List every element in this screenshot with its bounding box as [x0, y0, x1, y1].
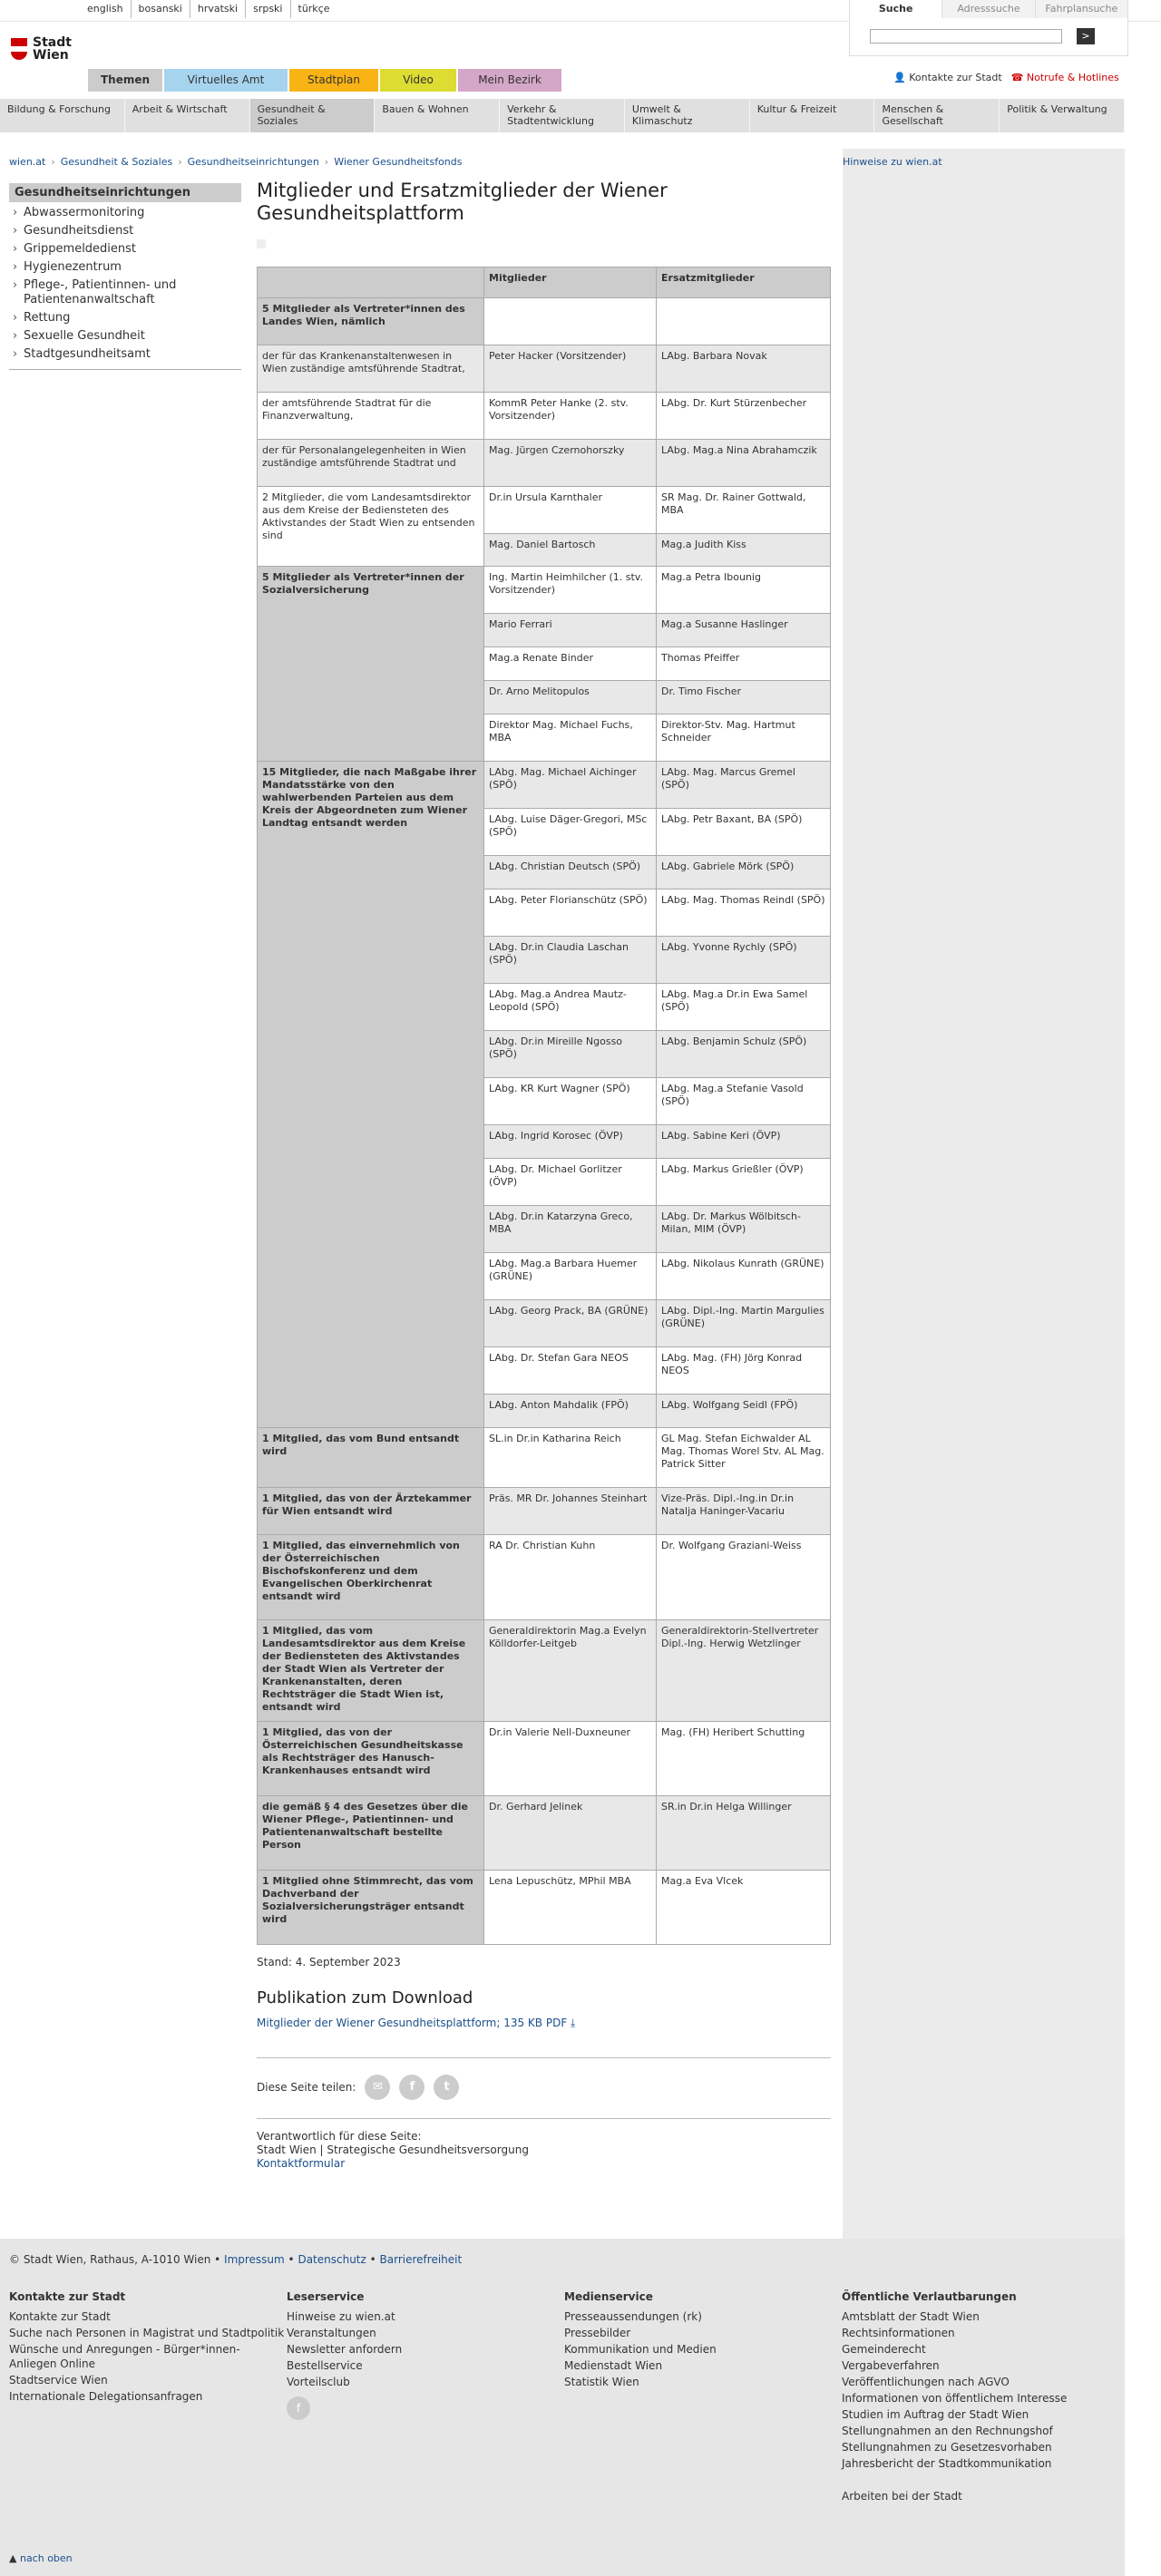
back-to-top[interactable]: [9, 2552, 73, 2564]
footer-link[interactable]: Statistik Wien: [564, 2376, 639, 2388]
role-cell: der für Personalangelegenheiten in Wien zuständige amtsführende Stadtrat und: [258, 440, 484, 487]
footer-spacer: [842, 2473, 1119, 2487]
twitter-share-icon[interactable]: t: [434, 2075, 459, 2100]
member-cell: SL.in Dr.in Katharina Reich: [484, 1428, 657, 1488]
substitute-cell: SR.in Dr.in Helga Willinger: [657, 1796, 831, 1871]
footer-link[interactable]: Vergabeverfahren: [842, 2359, 940, 2372]
table-header: Ersatzmitglieder: [657, 267, 831, 298]
role-cell: 2 Mitglieder, die vom Landesamtsdirektor aus dem Kreise der Bediensteten des Aktivstandes der Stadt Wien zu entsenden sind: [258, 487, 484, 567]
substitute-cell: LAbg. Mag.a Nina Abrahamczik: [657, 440, 831, 487]
facebook-icon[interactable]: f: [287, 2396, 310, 2420]
member-cell: LAbg. Dr.in Katarzyna Greco, MBA: [484, 1206, 657, 1253]
theme-item[interactable]: Umwelt & Klimaschutz: [625, 99, 750, 132]
member-cell: Direktor Mag. Michael Fuchs, MBA: [484, 714, 657, 762]
responsible-label: Verantwortlich für diese Seite:: [257, 2130, 422, 2143]
share-label: Diese Seite teilen:: [257, 2081, 356, 2094]
page-title: Mitglieder und Ersatzmitglieder der Wiener Gesundheitsplattform: [257, 180, 668, 224]
footer-legal: © Stadt Wien, Rathaus, A-1010 Wien • Impressum • Datenschutz • Barrierefreiheit: [9, 2253, 463, 2266]
member-cell: Lena Lepuschütz, MPhil MBA: [484, 1871, 657, 1945]
footer-link[interactable]: Suche nach Personen in Magistrat und Stadtpolitik: [9, 2327, 285, 2339]
chevron-right-icon: ›: [324, 156, 329, 168]
copyright: © Stadt Wien, Rathaus, A-1010 Wien: [9, 2253, 211, 2266]
sidebar-item[interactable]: › Sexuelle Gesundheit: [9, 327, 241, 345]
substitute-cell: Thomas Pfeiffer: [657, 647, 831, 681]
footer-heading: Leserservice: [287, 2290, 365, 2303]
member-cell: KommR Peter Hanke (2. stv. Vorsitzender): [484, 393, 657, 440]
substitute-cell: Mag.a Judith Kiss: [657, 534, 831, 567]
stand-date: Stand: 4. September 2023: [257, 1956, 401, 1968]
footer-link[interactable]: Veranstaltungen: [287, 2327, 376, 2339]
footer-link[interactable]: Gemeinderecht: [842, 2343, 926, 2356]
breadcrumb: [9, 156, 463, 168]
pdf-download-link[interactable]: Mitglieder der Wiener Gesundheitsplattform; 135 KB PDF: [257, 2017, 568, 2029]
search-box: [849, 0, 1128, 56]
member-cell: Generaldirektorin Mag.a Evelyn Kölldorfer-Leitgeb: [484, 1620, 657, 1722]
member-cell: LAbg. Dr.in Mireille Ngosso (SPÖ): [484, 1031, 657, 1078]
group-cell: 1 Mitglied, das von der Ärztekammer für Wien entsandt wird: [258, 1488, 484, 1535]
member-cell: Ing. Martin Heimhilcher (1. stv. Vorsitzender): [484, 567, 657, 614]
stadt-wien-logo[interactable]: [11, 35, 72, 63]
group-cell: 5 Mitglieder als Vertreter*innen der Sozialversicherung: [258, 567, 484, 762]
group-cell: 1 Mitglied ohne Stimmrecht, das vom Dachverband der Sozialversicherungsträger entsandt wird: [258, 1871, 484, 1945]
sidebar-item[interactable]: › Hygienezentrum: [9, 258, 241, 277]
substitute-cell: Generaldirektorin-Stellvertreter Dipl.-Ing. Herwig Wetzlinger: [657, 1620, 831, 1722]
right-strip: [1125, 56, 1161, 2576]
footer-link[interactable]: Vorteilsclub: [287, 2376, 350, 2388]
footer-link[interactable]: Hinweise zu wien.at: [287, 2310, 395, 2323]
sidebar: [9, 183, 241, 370]
member-cell: Mag. Daniel Bartosch: [484, 534, 657, 567]
tab-adresssuche[interactable]: Adresssuche: [941, 0, 1034, 18]
search-button[interactable]: >: [1077, 28, 1095, 44]
impressum-link[interactable]: Impressum: [224, 2253, 285, 2266]
tab-virtuelles-amt[interactable]: Virtuelles Amt: [164, 69, 288, 92]
tab-fahrplansuche[interactable]: Fahrplansuche: [1035, 0, 1127, 18]
crumb-link[interactable]: wien.at: [9, 156, 46, 168]
member-cell: LAbg. Mag.a Andrea Mautz-Leopold (SPÖ): [484, 984, 657, 1031]
substitute-cell: Dr. Timo Fischer: [657, 681, 831, 714]
facebook-share-icon[interactable]: f: [399, 2075, 424, 2100]
hinweis-link[interactable]: Hinweise zu wien.at: [843, 156, 942, 168]
substitute-cell: LAbg. Barbara Novak: [657, 345, 831, 393]
footer-link[interactable]: Internationale Delegationsanfragen: [9, 2390, 203, 2403]
sidebar-heading[interactable]: Gesundheitseinrichtungen: [9, 183, 241, 202]
member-cell: Mag. Jürgen Czernohorszky: [484, 440, 657, 487]
search-input[interactable]: [870, 29, 1062, 44]
group-cell: 1 Mitglied, das vom Landesamtsdirektor aus dem Kreise der Bediensteten des Aktivstandes der Stadt Wien als Vertreter der Krankenanstalten, deren Rechtsträger die Stadt Wien ist, entsandt wird: [258, 1620, 484, 1722]
substitute-cell: LAbg. Benjamin Schulz (SPÖ): [657, 1031, 831, 1078]
substitute-cell: SR Mag. Dr. Rainer Gottwald, MBA: [657, 487, 831, 534]
footer-link[interactable]: Bestellservice: [287, 2359, 363, 2372]
divider: [257, 2057, 831, 2058]
substitute-cell: Direktor-Stv. Mag. Hartmut Schneider: [657, 714, 831, 762]
substitute-cell: LAbg. Sabine Keri (ÖVP): [657, 1125, 831, 1159]
substitute-cell: LAbg. Yvonne Rychly (SPÖ): [657, 937, 831, 984]
language-links: [80, 0, 337, 18]
kontakte-label: Kontakte zur Stadt: [909, 72, 1002, 83]
crumb-link[interactable]: Wiener Gesundheitsfonds: [334, 156, 463, 168]
footer-link[interactable]: Stadtservice Wien: [9, 2374, 108, 2386]
contact-form-link[interactable]: Kontaktformular: [257, 2157, 346, 2170]
substitute-cell: LAbg. Mag. Thomas Reindl (SPÖ): [657, 889, 831, 937]
member-cell: Dr. Arno Melitopulos: [484, 681, 657, 714]
footer-link[interactable]: Arbeiten bei der Stadt: [842, 2490, 962, 2503]
substitute-cell: LAbg. Markus Grießler (ÖVP): [657, 1159, 831, 1206]
footer-link[interactable]: Amtsblatt der Stadt Wien: [842, 2310, 980, 2323]
group-cell: 5 Mitglieder als Vertreter*innen des Landes Wien, nämlich: [258, 298, 484, 345]
footer-link[interactable]: Presseaussendungen (rk): [564, 2310, 702, 2323]
substitute-cell: LAbg. Dipl.-Ing. Martin Margulies (GRÜNE): [657, 1300, 831, 1347]
substitute-cell: LAbg. Mag.a Dr.in Ewa Samel (SPÖ): [657, 984, 831, 1031]
footer-link[interactable]: Kontakte zur Stadt: [9, 2310, 111, 2323]
theme-item[interactable]: Kultur & Freizeit: [750, 99, 875, 132]
sidebar-item[interactable]: › Grippemeldedienst: [9, 240, 241, 258]
member-cell: Präs. MR Dr. Johannes Steinhart: [484, 1488, 657, 1535]
substitute-cell: Mag.a Petra Ibounig: [657, 567, 831, 614]
substitute-cell: LAbg. Mag.a Stefanie Vasold (SPÖ): [657, 1078, 831, 1125]
member-cell: Peter Hacker (Vorsitzender): [484, 345, 657, 393]
table-cell: [484, 298, 657, 345]
table-header: Mitglieder: [484, 267, 657, 298]
tab-suche[interactable]: Suche: [850, 0, 941, 18]
role-cell: der für das Krankenanstaltenwesen in Wien zuständige amtsführende Stadtrat,: [258, 345, 484, 393]
main-tabs: [88, 69, 561, 92]
member-cell: RA Dr. Christian Kuhn: [484, 1535, 657, 1620]
substitute-cell: Vize-Präs. Dipl.-Ing.in Dr.in Natalja Haninger-Vacariu: [657, 1488, 831, 1535]
lang-link[interactable]: hrvatski: [190, 0, 246, 18]
sidebar-item[interactable]: › Gesundheitsdienst: [9, 222, 241, 240]
member-cell: LAbg. Luise Däger-Gregori, MSc (SPÖ): [484, 809, 657, 856]
substitute-cell: LAbg. Petr Baxant, BA (SPÖ): [657, 809, 831, 856]
right-column: [843, 149, 1125, 2239]
lang-link[interactable]: türkçe: [298, 3, 330, 15]
wien-shield-icon: [11, 38, 27, 60]
substitute-cell: LAbg. Dr. Markus Wölbitsch-Milan, MIM (ÖVP): [657, 1206, 831, 1253]
footer-link[interactable]: Rechtsinformationen: [842, 2327, 955, 2339]
theme-item[interactable]: Bildung & Forschung: [0, 99, 125, 132]
footer-heading: Öffentliche Verlautbarungen: [842, 2290, 1017, 2303]
footer-link[interactable]: Wünsche und Anregungen - Bürger*innen-Anliegen Online: [9, 2343, 240, 2370]
substitute-cell: LAbg. Mag. Marcus Gremel (SPÖ): [657, 762, 831, 809]
sidebar-item[interactable]: › Stadtgesundheitsamt: [9, 345, 241, 364]
group-cell: 1 Mitglied, das vom Bund entsandt wird: [258, 1428, 484, 1488]
member-cell: LAbg. Anton Mahdalik (FPÖ): [484, 1395, 657, 1428]
theme-item[interactable]: Menschen & Gesellschaft: [874, 99, 1000, 132]
crumb-link[interactable]: Gesundheitseinrichtungen: [187, 156, 319, 168]
member-cell: LAbg. Mag.a Barbara Huemer (GRÜNE): [484, 1253, 657, 1300]
lang-link[interactable]: bosanski: [132, 0, 190, 18]
responsible-org: Stadt Wien | Strategische Gesundheitsversorgung: [257, 2143, 529, 2156]
sidebar-item[interactable]: › Abwassermonitoring: [9, 204, 241, 222]
member-cell: LAbg. Dr. Michael Gorlitzer (ÖVP): [484, 1159, 657, 1206]
barrierefreiheit-link[interactable]: Barrierefreiheit: [379, 2253, 463, 2266]
sidebar-item[interactable]: › Pflege-, Patientinnen- und Patientenanwaltschaft: [9, 277, 241, 309]
member-cell: Dr. Gerhard Jelinek: [484, 1796, 657, 1871]
footer-link[interactable]: Stellungnahmen zu Gesetzesvorhaben: [842, 2441, 1052, 2454]
datenschutz-link[interactable]: Datenschutz: [298, 2253, 366, 2266]
lang-link[interactable]: srpski: [246, 0, 290, 18]
substitute-cell: Dr. Wolfgang Graziani-Weiss: [657, 1535, 831, 1620]
theme-nav: [0, 99, 1125, 132]
member-cell: LAbg. Peter Florianschütz (SPÖ): [484, 889, 657, 937]
substitute-cell: LAbg. Mag. (FH) Jörg Konrad NEOS: [657, 1347, 831, 1395]
logo-text: Stadt Wien: [33, 35, 72, 63]
email-share-icon[interactable]: ✉: [365, 2075, 390, 2100]
main-content: [257, 180, 831, 2171]
theme-item[interactable]: Verkehr & Stadtentwicklung: [500, 99, 625, 132]
footer-link[interactable]: Informationen von öffentlichem Interesse: [842, 2392, 1068, 2405]
member-cell: Mag.a Renate Binder: [484, 647, 657, 681]
footer-col-medienservice: [564, 2289, 842, 2505]
member-cell: Mario Ferrari: [484, 614, 657, 647]
member-cell: LAbg. Georg Prack, BA (GRÜNE): [484, 1300, 657, 1347]
member-cell: LAbg. KR Kurt Wagner (SPÖ): [484, 1078, 657, 1125]
footer-col-kontakte: [9, 2289, 287, 2505]
table-header-empty: [258, 267, 484, 298]
group-cell: 1 Mitglied, das einvernehmlich von der Österreichischen Bischofskonferenz und dem Evangelischen Oberkirchenrat entsandt wird: [258, 1535, 484, 1620]
notrufe-label: Notrufe & Hotlines: [1026, 72, 1119, 83]
tab-mein-bezirk[interactable]: Mein Bezirk: [458, 69, 561, 92]
footer-link[interactable]: Jahresbericht der Stadtkommunikation: [842, 2457, 1052, 2470]
back-to-top-link[interactable]: nach oben: [19, 2552, 73, 2564]
footer-heading: Medienservice: [564, 2290, 653, 2303]
member-cell: Dr.in Ursula Karnthaler: [484, 487, 657, 534]
role-cell: der amtsführende Stadtrat für die Finanzverwaltung,: [258, 393, 484, 440]
substitute-cell: Mag.a Eva Vlcek: [657, 1871, 831, 1945]
substitute-cell: LAbg. Wolfgang Seidl (FPÖ): [657, 1395, 831, 1428]
member-cell: Dr.in Valerie Nell-Duxneuner: [484, 1722, 657, 1796]
download-icon: ⤓: [571, 2017, 576, 2029]
tab-stadtplan[interactable]: Stadtplan: [289, 69, 378, 92]
notrufe-link[interactable]: ☎ Notrufe & Hotlines: [1010, 72, 1119, 83]
member-cell: LAbg. Ingrid Korosec (ÖVP): [484, 1125, 657, 1159]
kontakte-link[interactable]: 👤 Kontakte zur Stadt: [893, 72, 1002, 83]
theme-item[interactable]: Bauen & Wohnen: [375, 99, 500, 132]
member-cell: LAbg. Dr. Stefan Gara NEOS: [484, 1347, 657, 1395]
footer: [0, 2239, 1125, 2576]
substitute-cell: LAbg. Dr. Kurt Stürzenbecher: [657, 393, 831, 440]
footer-link[interactable]: Kommunikation und Medien: [564, 2343, 717, 2356]
crumb-link[interactable]: Gesundheit & Soziales: [60, 156, 173, 168]
footer-link[interactable]: Newsletter anfordern: [287, 2343, 403, 2356]
member-cell: LAbg. Christian Deutsch (SPÖ): [484, 856, 657, 889]
chevron-right-icon: ›: [51, 156, 55, 168]
footer-col-verlautbarungen: [842, 2289, 1119, 2505]
tab-video[interactable]: Video: [380, 69, 456, 92]
footer-col-leserservice: [287, 2289, 564, 2505]
member-cell: LAbg. Dr.in Claudia Laschan (SPÖ): [484, 937, 657, 984]
lang-link[interactable]: english: [80, 0, 132, 18]
substitute-cell: Mag.a Susanne Haslinger: [657, 614, 831, 647]
members-table: [257, 267, 831, 1945]
top-links: [893, 72, 1119, 83]
group-cell: 15 Mitglieder, die nach Maßgabe ihrer Mandatsstärke von den wahlwerbenden Parteien aus dem Kreis der Abgeordneten zum Wiener Landtag entsandt werden: [258, 762, 484, 1428]
substitute-cell: LAbg. Gabriele Mörk (SPÖ): [657, 856, 831, 889]
tab-themen[interactable]: Themen: [88, 69, 162, 92]
group-cell: 1 Mitglied, das von der Österreichischen Gesundheitskasse als Rechtsträger des Hanusch-Krankenhauses entsandt wird: [258, 1722, 484, 1796]
member-cell: LAbg. Mag. Michael Aichinger (SPÖ): [484, 762, 657, 809]
substitute-cell: Mag. (FH) Heribert Schutting: [657, 1722, 831, 1796]
footer-link[interactable]: Stellungnahmen an den Rechnungshof: [842, 2425, 1053, 2437]
substitute-cell: LAbg. Nikolaus Kunrath (GRÜNE): [657, 1253, 831, 1300]
theme-item[interactable]: Arbeit & Wirtschaft: [125, 99, 250, 132]
footer-heading: Kontakte zur Stadt: [9, 2290, 126, 2303]
arrow-up-icon: ▲: [9, 2552, 17, 2564]
publication-heading: Publikation zum Download: [257, 1988, 473, 2007]
theme-item[interactable]: Politik & Verwaltung: [1000, 99, 1125, 132]
chevron-right-icon: ›: [178, 156, 182, 168]
substitute-cell: GL Mag. Stefan Eichwalder AL Mag. Thomas Worel Stv. AL Mag. Patrick Sitter: [657, 1428, 831, 1488]
group-cell: die gemäß § 4 des Gesetzes über die Wiener Pflege-, Patientinnen- und Patientenanwaltschaft bestellte Person: [258, 1796, 484, 1871]
footer-link[interactable]: Studien im Auftrag der Stadt Wien: [842, 2408, 1029, 2421]
footer-link[interactable]: Medienstadt Wien: [564, 2359, 663, 2372]
footer-link[interactable]: Pressebilder: [564, 2327, 631, 2339]
footer-link[interactable]: Veröffentlichungen nach AGVO: [842, 2376, 1010, 2388]
print-icon[interactable]: [257, 239, 266, 248]
responsible-section: [257, 2118, 831, 2171]
table-cell: [657, 298, 831, 345]
sidebar-item[interactable]: › Rettung: [9, 309, 241, 327]
theme-item-active[interactable]: Gesundheit & Soziales: [250, 99, 376, 132]
share-bar: [257, 2075, 831, 2100]
